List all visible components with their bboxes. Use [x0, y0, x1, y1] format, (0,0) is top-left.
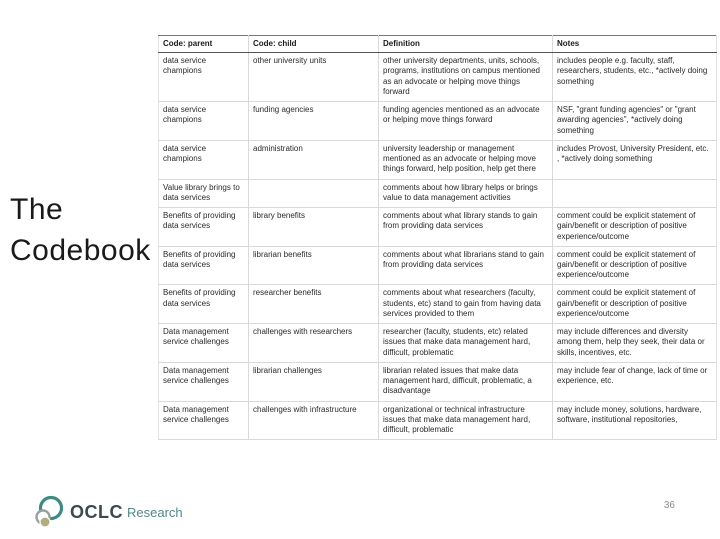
cell-parent: data service champions	[159, 102, 249, 141]
slide-title-line2: Codebook	[10, 233, 151, 267]
cell-notes: includes people e.g. faculty, staff, researchers, students, etc., *actively doing something	[553, 53, 717, 102]
table-row	[159, 208, 717, 247]
cell-parent: data service champions	[159, 53, 249, 102]
table-row	[159, 401, 717, 440]
header-code-parent: Code: parent	[159, 36, 249, 53]
cell-parent: Benefits of providing data services	[159, 246, 249, 285]
table-row	[159, 102, 717, 141]
table-row	[159, 179, 717, 207]
header-notes: Notes	[553, 36, 717, 53]
oclc-swirl-icon	[33, 495, 65, 529]
oclc-research-logo	[33, 495, 183, 529]
cell-child: challenges with infrastructure	[249, 401, 379, 440]
cell-definition: comments about what librarians stand to gain from providing data services	[379, 246, 553, 285]
cell-parent: Data management service challenges	[159, 324, 249, 363]
cell-definition: other university departments, units, schools, programs, institutions on campus mentioned as an advocate or helping move things forward	[379, 53, 553, 102]
cell-notes: comment could be explicit statement of gain/benefit or description of positive experience/outcome	[553, 285, 717, 324]
cell-notes: comment could be explicit statement of gain/benefit or description of positive experience/outcome	[553, 246, 717, 285]
codebook-table-container	[158, 35, 716, 440]
cell-definition: librarian related issues that make data management hard, difficult, problematic, a disadvantage	[379, 362, 553, 401]
table-row	[159, 362, 717, 401]
table-row	[159, 53, 717, 102]
table-row	[159, 324, 717, 363]
cell-child: funding agencies	[249, 102, 379, 141]
cell-definition: comments about what researchers (faculty, students, etc) stand to gain from having data services provided to them	[379, 285, 553, 324]
cell-child: researcher benefits	[249, 285, 379, 324]
cell-parent: Value library brings to data services	[159, 179, 249, 207]
cell-definition: university leadership or management mentioned as an advocate or helping move things forward, help position, help get there	[379, 140, 553, 179]
oclc-research-text: Research	[127, 504, 183, 520]
page-number: 36	[663, 500, 675, 511]
cell-notes: comment could be explicit statement of gain/benefit or description of positive experience/outcome	[553, 208, 717, 247]
cell-parent: data service champions	[159, 140, 249, 179]
cell-definition: funding agencies mentioned as an advocate or helping move things forward	[379, 102, 553, 141]
cell-parent: Benefits of providing data services	[159, 208, 249, 247]
cell-definition: organizational or technical infrastructure issues that make data management hard, difficult, problematic	[379, 401, 553, 440]
cell-parent: Data management service challenges	[159, 401, 249, 440]
cell-child: library benefits	[249, 208, 379, 247]
cell-notes: may include fear of change, lack of time or experience, etc.	[553, 362, 717, 401]
slide-title-line1: The	[10, 193, 64, 226]
cell-definition: comments about what library stands to gain from providing data services	[379, 208, 553, 247]
table-row	[159, 246, 717, 285]
cell-notes: may include money, solutions, hardware, software, institutional repositories,	[553, 401, 717, 440]
cell-child: administration	[249, 140, 379, 179]
cell-parent: Data management service challenges	[159, 362, 249, 401]
table-row	[159, 140, 717, 179]
cell-child: challenges with researchers	[249, 324, 379, 363]
slide-title	[10, 190, 151, 271]
cell-notes: may include differences and diversity among them, help they seek, their data or skills, incentives, etc.	[553, 324, 717, 363]
cell-notes: NSF, "grant funding agencies" or "grant awarding agencies", *actively doing something	[553, 102, 717, 141]
cell-child: librarian challenges	[249, 362, 379, 401]
cell-child: librarian benefits	[249, 246, 379, 285]
cell-definition: comments about how library helps or brings value to data management activities	[379, 179, 553, 207]
table-row	[159, 285, 717, 324]
cell-notes: includes Provost, University President, etc. , *actively doing something	[553, 140, 717, 179]
codebook-table	[158, 35, 717, 440]
cell-definition: researcher (faculty, students, etc) related issues that make data management hard, difficult, problematic	[379, 324, 553, 363]
header-definition: Definition	[379, 36, 553, 53]
table-header-row	[159, 36, 717, 53]
cell-parent: Benefits of providing data services	[159, 285, 249, 324]
oclc-logo-text: OCLC	[70, 501, 123, 522]
cell-child: other university units	[249, 53, 379, 102]
cell-notes	[553, 179, 717, 207]
header-code-child: Code: child	[249, 36, 379, 53]
cell-child	[249, 179, 379, 207]
